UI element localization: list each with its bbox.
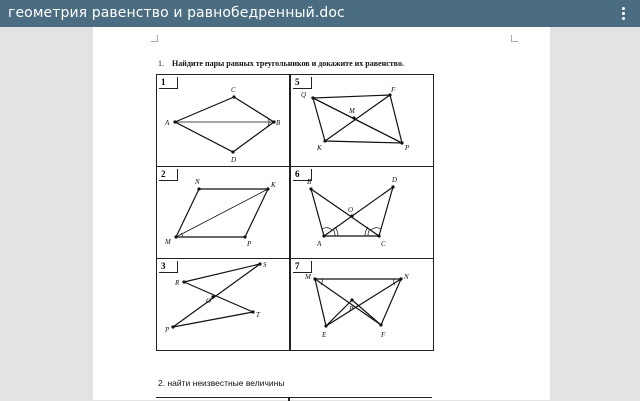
point-label: A [165, 119, 170, 127]
point-label: B [276, 119, 281, 127]
app-bar [0, 0, 640, 27]
point-label: M [305, 273, 311, 281]
overflow-menu-icon[interactable] [614, 3, 634, 24]
figure-number: 3 [159, 261, 178, 273]
point-label: M [349, 107, 355, 115]
figure-cell-7 [291, 259, 433, 350]
point-label: E [322, 331, 327, 339]
margin-mark [151, 35, 158, 42]
task-2-heading: 2. найти неизвестные величины [158, 378, 285, 388]
point-label: K [317, 144, 322, 152]
point-label: P [247, 240, 252, 248]
figure-5-drawing [291, 75, 433, 166]
point-label: D [231, 156, 237, 164]
figure-number: 6 [293, 169, 312, 181]
point-label: P [165, 326, 170, 334]
point-label: N [195, 178, 200, 186]
figure-cell-2 [157, 167, 289, 258]
figure-1-drawing [157, 75, 289, 166]
figure-number: 5 [293, 77, 312, 89]
margin-mark [511, 35, 518, 42]
figure-cell-6 [291, 167, 433, 258]
point-label: P [405, 144, 410, 152]
point-label: N [404, 273, 409, 281]
task-1-heading [158, 59, 404, 68]
point-label: P [349, 305, 354, 313]
figure-cell-3 [157, 259, 289, 350]
point-label: C [381, 240, 386, 248]
point-label: Q [301, 91, 307, 99]
point-label: A [317, 240, 322, 248]
point-label: C [231, 86, 236, 94]
figure-number: 2 [159, 169, 178, 181]
point-label: O [348, 206, 354, 214]
point-label: R [175, 279, 180, 287]
next-figure-grid-edge [156, 397, 432, 401]
point-label: S [263, 261, 267, 269]
figure-7-drawing [291, 259, 433, 350]
document-title: геометрия равенство и равнобедренный.doc [8, 5, 345, 21]
figure-6-drawing [291, 167, 433, 258]
figure-cell-5 [291, 75, 433, 166]
point-label: M [165, 238, 171, 246]
point-label: F [391, 86, 396, 94]
point-label: K [271, 181, 276, 189]
point-label: F [381, 331, 386, 339]
figure-cell-1 [157, 75, 289, 166]
figure-number: 7 [293, 261, 312, 273]
figure-grid [156, 74, 434, 351]
task-text: Найдите пары равных треугольников и докажите их равенство. [172, 59, 404, 68]
point-label: D [392, 176, 398, 184]
document-page[interactable] [93, 27, 550, 400]
point-label: B [307, 178, 312, 186]
point-label: T [256, 311, 260, 319]
figure-3-drawing [157, 259, 289, 350]
figure-number: 1 [159, 77, 178, 89]
point-label: O [206, 297, 212, 305]
task-number: 1. [158, 59, 164, 68]
figure-2-drawing [157, 167, 289, 258]
